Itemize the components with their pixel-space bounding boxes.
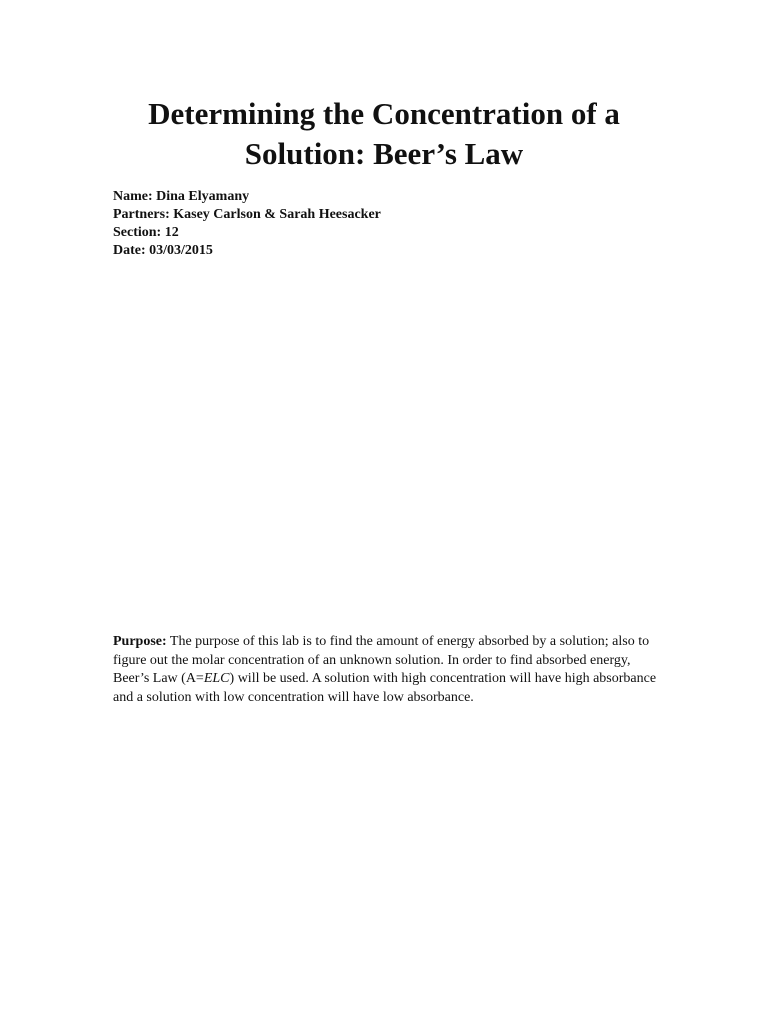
purpose-text-part-1: The purpose of this lab is to find the amount of energy absorbed by a solution; also to figure out the molar concentration of an unknown solution. In order to find absorbed energy, Beer’s Law (A= <box>113 634 650 686</box>
purpose-text-part-2: ) will be used. A solution with high concentration will have high absorbance and a solution with low concentration will have low absorbance. <box>113 671 657 705</box>
purpose-paragraph <box>113 633 658 707</box>
title-line-2: Solution: Beer’s Law <box>244 136 524 171</box>
purpose-label: Purpose: <box>113 634 167 649</box>
date-line: Date: 03/03/2015 <box>113 243 213 258</box>
author-info-block <box>113 188 381 260</box>
section-line: Section: 12 <box>113 225 179 240</box>
partners-line: Partners: Kasey Carlson & Sarah Heesacker <box>113 207 381 222</box>
beers-law-formula: ELC <box>203 671 230 686</box>
page-title <box>0 94 768 174</box>
title-line-1: Determining the Concentration of a <box>148 96 620 131</box>
author-name: Name: Dina Elyamany <box>113 189 250 204</box>
